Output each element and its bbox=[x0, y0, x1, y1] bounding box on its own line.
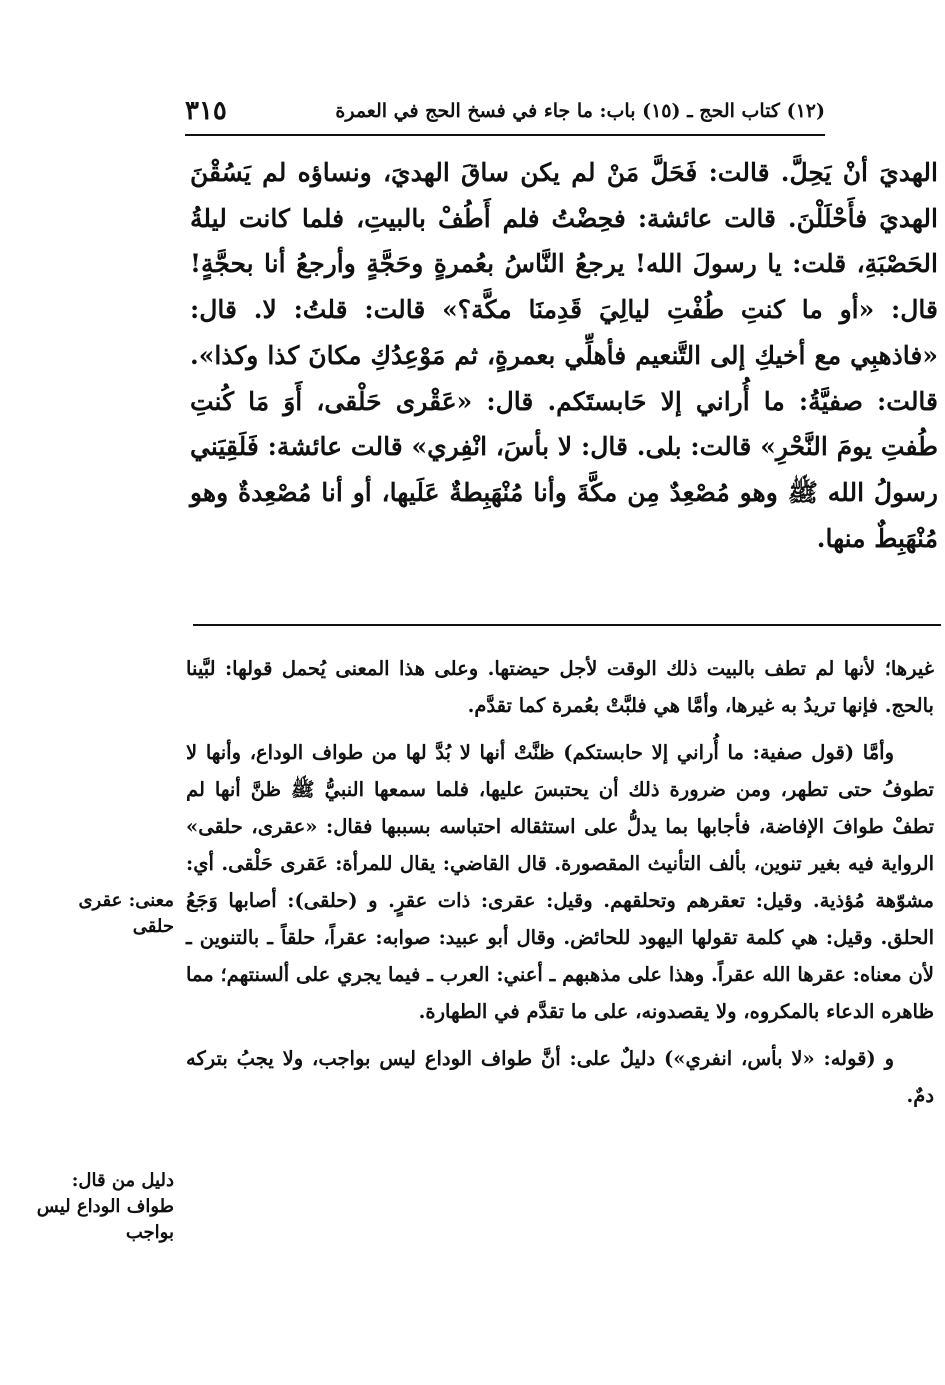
commentary-paragraph: و (قوله: «لا بأس، انفري») دليلٌ على: أنَّ طواف الوداع ليس بواجب، ولا يجبُ بتركه دمٌ. bbox=[186, 1047, 934, 1107]
commentary-paragraph: غيرها؛ لأنها لم تطف بالبيت ذلك الوقت لأجل حيضتها. وعلى هذا المعنى يُحمل قولها: لبَّينا بالحج. فإنها تريدُ به غيرها، وأمَّا هي فلبَّتْ بعُمرة كما تقدَّم. bbox=[186, 657, 934, 717]
running-header bbox=[185, 96, 825, 132]
page-number: ٣١٥ bbox=[185, 96, 227, 126]
margin-note-evidence: دليل من قال: طواف الوداع ليس بواجب bbox=[36, 1170, 174, 1243]
commentary bbox=[186, 650, 934, 1114]
chapter-title: (١٢) كتاب الحج ـ (١٥) باب: ما جاء في فسخ الحج في العمرة bbox=[335, 100, 825, 122]
footnote-separator bbox=[193, 624, 941, 626]
commentary-paragraph: وأمَّا (قول صفية: ما أُراني إلا حابستكم) ظنَّتْ أنها لا بُدَّ لها من طواف الوداع، وأنها لا تطوفُ حتى تطهر، ومن ضرورة ذلك أن يحتبسَ عليها، فلما سمعها النبيُّ ﷺ ظنَّ أنها لم تطفْ طوافَ الإفاضة، فأجابها بما يدلُّ على استثقاله احتباسه بسببها فقال: «عقرى، حلقى» الرواية فيه بغير تنوين، بألف التأنيث المقصورة. قال القاضي: يقال للمرأة: عَقرى حَلْقى. أي: مشوّهة مُؤذية. وقيل: تعقرهم وتحلقهم. وقيل: عقرى: ذات عقرٍ. و (حلقى): أصابها وَجَعُ الحلق. وقيل: هي كلمة تقولها اليهود للحائض. وقال أبو عبيد: صوابه: عقراً، حلقاً ـ بالتنوين ـ لأن معناه: عقرها الله عقراً. وهذا على مذهبهم ـ أعني: العرب ـ فيما يجري على ألسنتهم؛ مما ظاهره الدعاء بالمكروه، ولا يقصدونه، على ما تقدَّم في الطهارة. bbox=[186, 741, 934, 1023]
hadith-text: الهديَ أنْ يَحِلَّ. قالت: فَحَلَّ مَنْ لم يكن ساقَ الهديَ، ونساؤه لم يَسُقْنَ الهديَ فأَحْلَلْنَ. قالت عائشة: فحِضْتُ فلم أَطُفْ بالبيتِ، فلما كانت ليلةُ الحَصْبَةِ، قلت: يا رسولَ الله! يرجعُ النَّاسُ بعُمرةٍ وحَجَّةٍ وأرجعُ أنا بحجَّةٍ! قال: «أو ما كنتِ طُفْتِ ليالِيَ قَدِمنَا مكَّة؟» قالت: قلتُ: لا. قال: «فاذهبِي مع أخيكِ إلى التَّنعيم فأهلِّي بعمرةٍ، ثم مَوْعِدُكِ مكانَ كذا وكذا». قالت: صفيَّةُ: ما أُراني إلا حَابستَكم. قال: «عَقْرى حَلْقى، أَوَ مَا كُنتِ طُفتِ يومَ النَّحْرِ» قالت: بلى. قال: لا بأسَ، انْفِري» قالت عائشة: فَلَقِيَني رسولُ الله ﷺ وهو مُصْعِدٌ مِن مكَّةَ وأنا مُنْهَبِطةٌ عَلَيها، أو أنا مُصْعِدةٌ وهو مُنْهَبِطٌ منها. bbox=[190, 158, 938, 553]
margin-note-meaning: معنى: عقرى حلقى bbox=[78, 890, 174, 937]
header-rule bbox=[185, 134, 825, 136]
